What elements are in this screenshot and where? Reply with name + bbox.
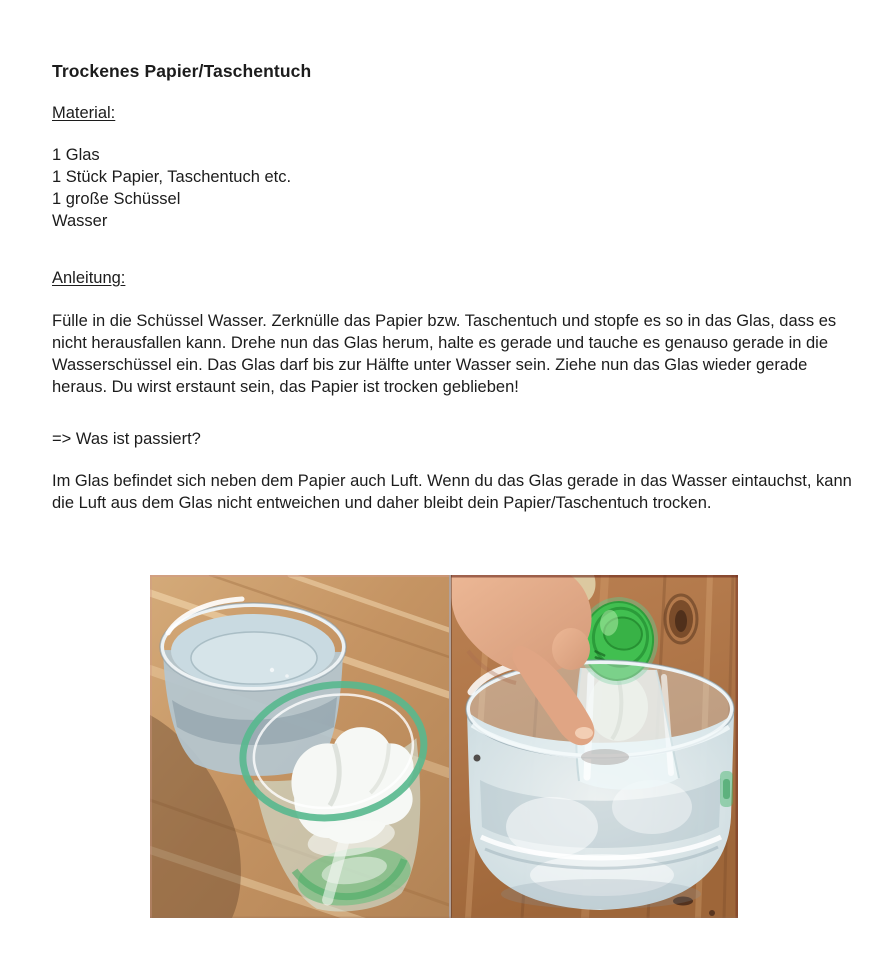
material-list (52, 144, 291, 232)
anleitung-paragraph: Fülle in die Schüssel Wasser. Zerknülle das Papier bzw. Taschentuch und stopfe es so in das Glas, dass es nicht herausfallen kann. Drehe nun das Glas herum, halte es gerade und tauche es genauso gerade in die Wasserschüssel ein. Das Glas darf bis zur Hälfte unter Wasser sein. Ziehe nun das Glas wieder gerade heraus. Du wirst erstaunt sein, das Papier ist trocken geblieben! (52, 312, 837, 396)
experiment-photo (150, 575, 738, 918)
result-explanation: Im Glas befindet sich neben dem Papier auch Luft. Wenn du das Glas gerade in das Wasser eintauchst, kann die Luft aus dem Glas nicht entweichen und daher bleibt dein Papier/Taschentuch trocken. (52, 472, 852, 512)
result-question: => Was ist passiert? (52, 430, 201, 448)
material-item: 1 Glas (52, 146, 100, 164)
material-item: 1 Stück Papier, Taschentuch etc. (52, 168, 292, 186)
wood-knot (665, 595, 697, 643)
photo-left-panel (150, 575, 449, 918)
anleitung-heading: Anleitung: (52, 269, 126, 287)
photo-right-panel (450, 575, 738, 918)
photo-seam (449, 575, 452, 918)
material-heading: Material: (52, 104, 116, 122)
page-title: Trockenes Papier/Taschentuch (52, 61, 312, 81)
material-item: Wasser (52, 212, 108, 230)
material-item: 1 große Schüssel (52, 190, 181, 208)
